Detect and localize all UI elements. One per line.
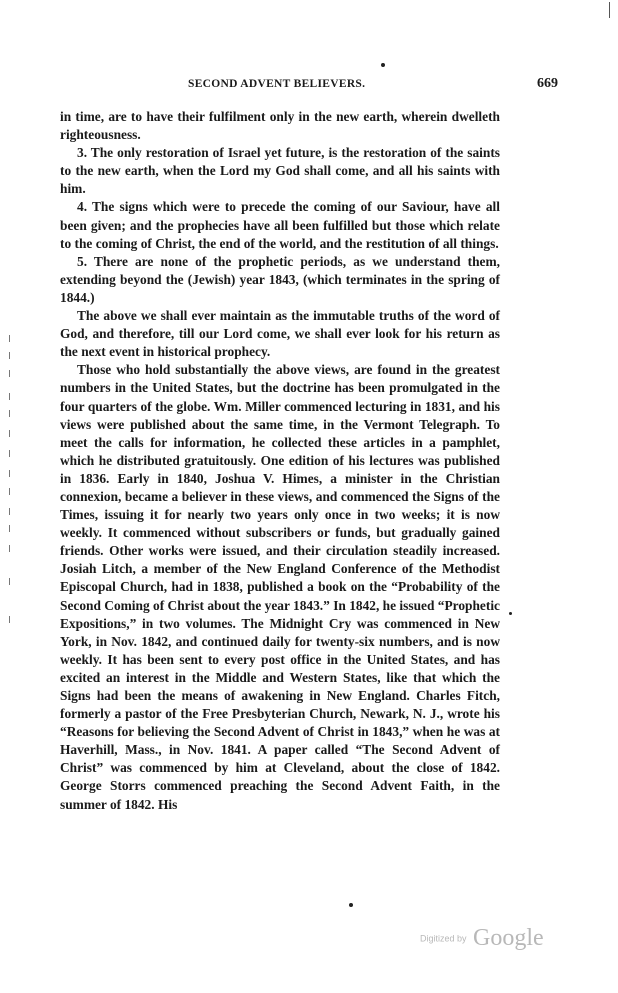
running-head (58, 78, 558, 98)
gutter-mark (9, 410, 10, 417)
top-right-edge-mark (609, 2, 610, 18)
gutter-mark (9, 525, 10, 532)
paragraph: 4. The signs which were to precede the coming of our Saviour, have all been given; and the prophecies have all been fulfilled but those which relate to the coming of Christ, the end of the world, and the restitution of all things. (60, 199, 500, 251)
body-text (60, 108, 500, 814)
gutter-mark (9, 430, 10, 437)
gutter-mark (9, 450, 10, 457)
gutter-mark (9, 545, 10, 552)
gutter-mark (9, 616, 10, 623)
gutter-mark (9, 508, 10, 515)
top-ink-dot (381, 63, 385, 67)
gutter-mark (9, 578, 10, 585)
watermark-prefix: Digitized by (420, 933, 467, 944)
gutter-mark (9, 352, 10, 359)
running-title: SECOND ADVENT BELIEVERS. (188, 78, 366, 90)
paragraph: The above we shall ever maintain as the immutable truths of the word of God, and therefore, till our Lord come, we shall ever look for his return as the next event in historical prophecy. (60, 308, 500, 360)
google-logo: Google (472, 925, 544, 951)
paragraph: 5. There are none of the prophetic periods, as we understand them, extending beyond the (Jewish) year 1843, (which terminates in the spring of 1844.) (60, 253, 500, 305)
paragraph: in time, are to have their fulfilment only in the new earth, wherein dwelleth righteousness. (60, 109, 500, 143)
paragraph: 3. The only restoration of Israel yet future, is the restoration of the saints to the new earth, when the Lord my God shall come, and all his saints with him. (60, 145, 500, 197)
page-number: 669 (537, 76, 558, 91)
gutter-mark (9, 393, 10, 400)
gutter-mark (9, 370, 10, 377)
bottom-ink-dot (349, 903, 353, 907)
digitization-watermark (420, 925, 544, 952)
paragraph: Those who hold substantially the above views, are found in the greatest numbers in the United States, but the doctrine has been promulgated in the four quarters of the globe. Wm. Miller commenced lecturing in 1831, and his views were published about the same time, in the Vermont Telegraph. To meet the calls for information, he collected these articles in a pamphlet, which he distributed gratuitously. One edition of his lectures was published in 1836. Early in 1840, Joshua V. Himes, a minister in the Christian connexion, became a believer in these views, and commenced the Signs of the Times, issuing it for nearly two years only once in two weeks; it is now weekly. It commenced without subscribers or funds, but gradually gained friends. Other works were issued, and their circulation steadily increased. Josiah Litch, a member of the New England Conference of the Methodist Episcopal Church, had in 1838, published a book on the “Probability of the Second Coming of Christ about the year 1843.” In 1842, he issued “Prophetic Expositions,” in two volumes. The Midnight Cry was commenced in New York, in Nov. 1842, and continued daily for twenty-six numbers, and is now weekly. It has been sent to every post office in the United States, and has excited an interest in the Middle and Western States, like that which the Signs had been the means of awakening in New England. Charles Fitch, formerly a pastor of the Free Presbyterian Church, Newark, N. J., wrote his “Reasons for believing the Second Advent of Christ in 1843,” when he was at Haverhill, Mass., in Nov. 1841. A paper called “The Second Advent of Christ” was commenced by him at Cleveland, about the close of 1842. George Storrs commenced preaching the Second Advent Faith, in the summer of 1842. His (60, 362, 500, 812)
gutter-mark (9, 488, 10, 495)
gutter-mark (9, 335, 10, 342)
gutter-mark (9, 470, 10, 477)
margin-ink-dot (509, 612, 512, 615)
